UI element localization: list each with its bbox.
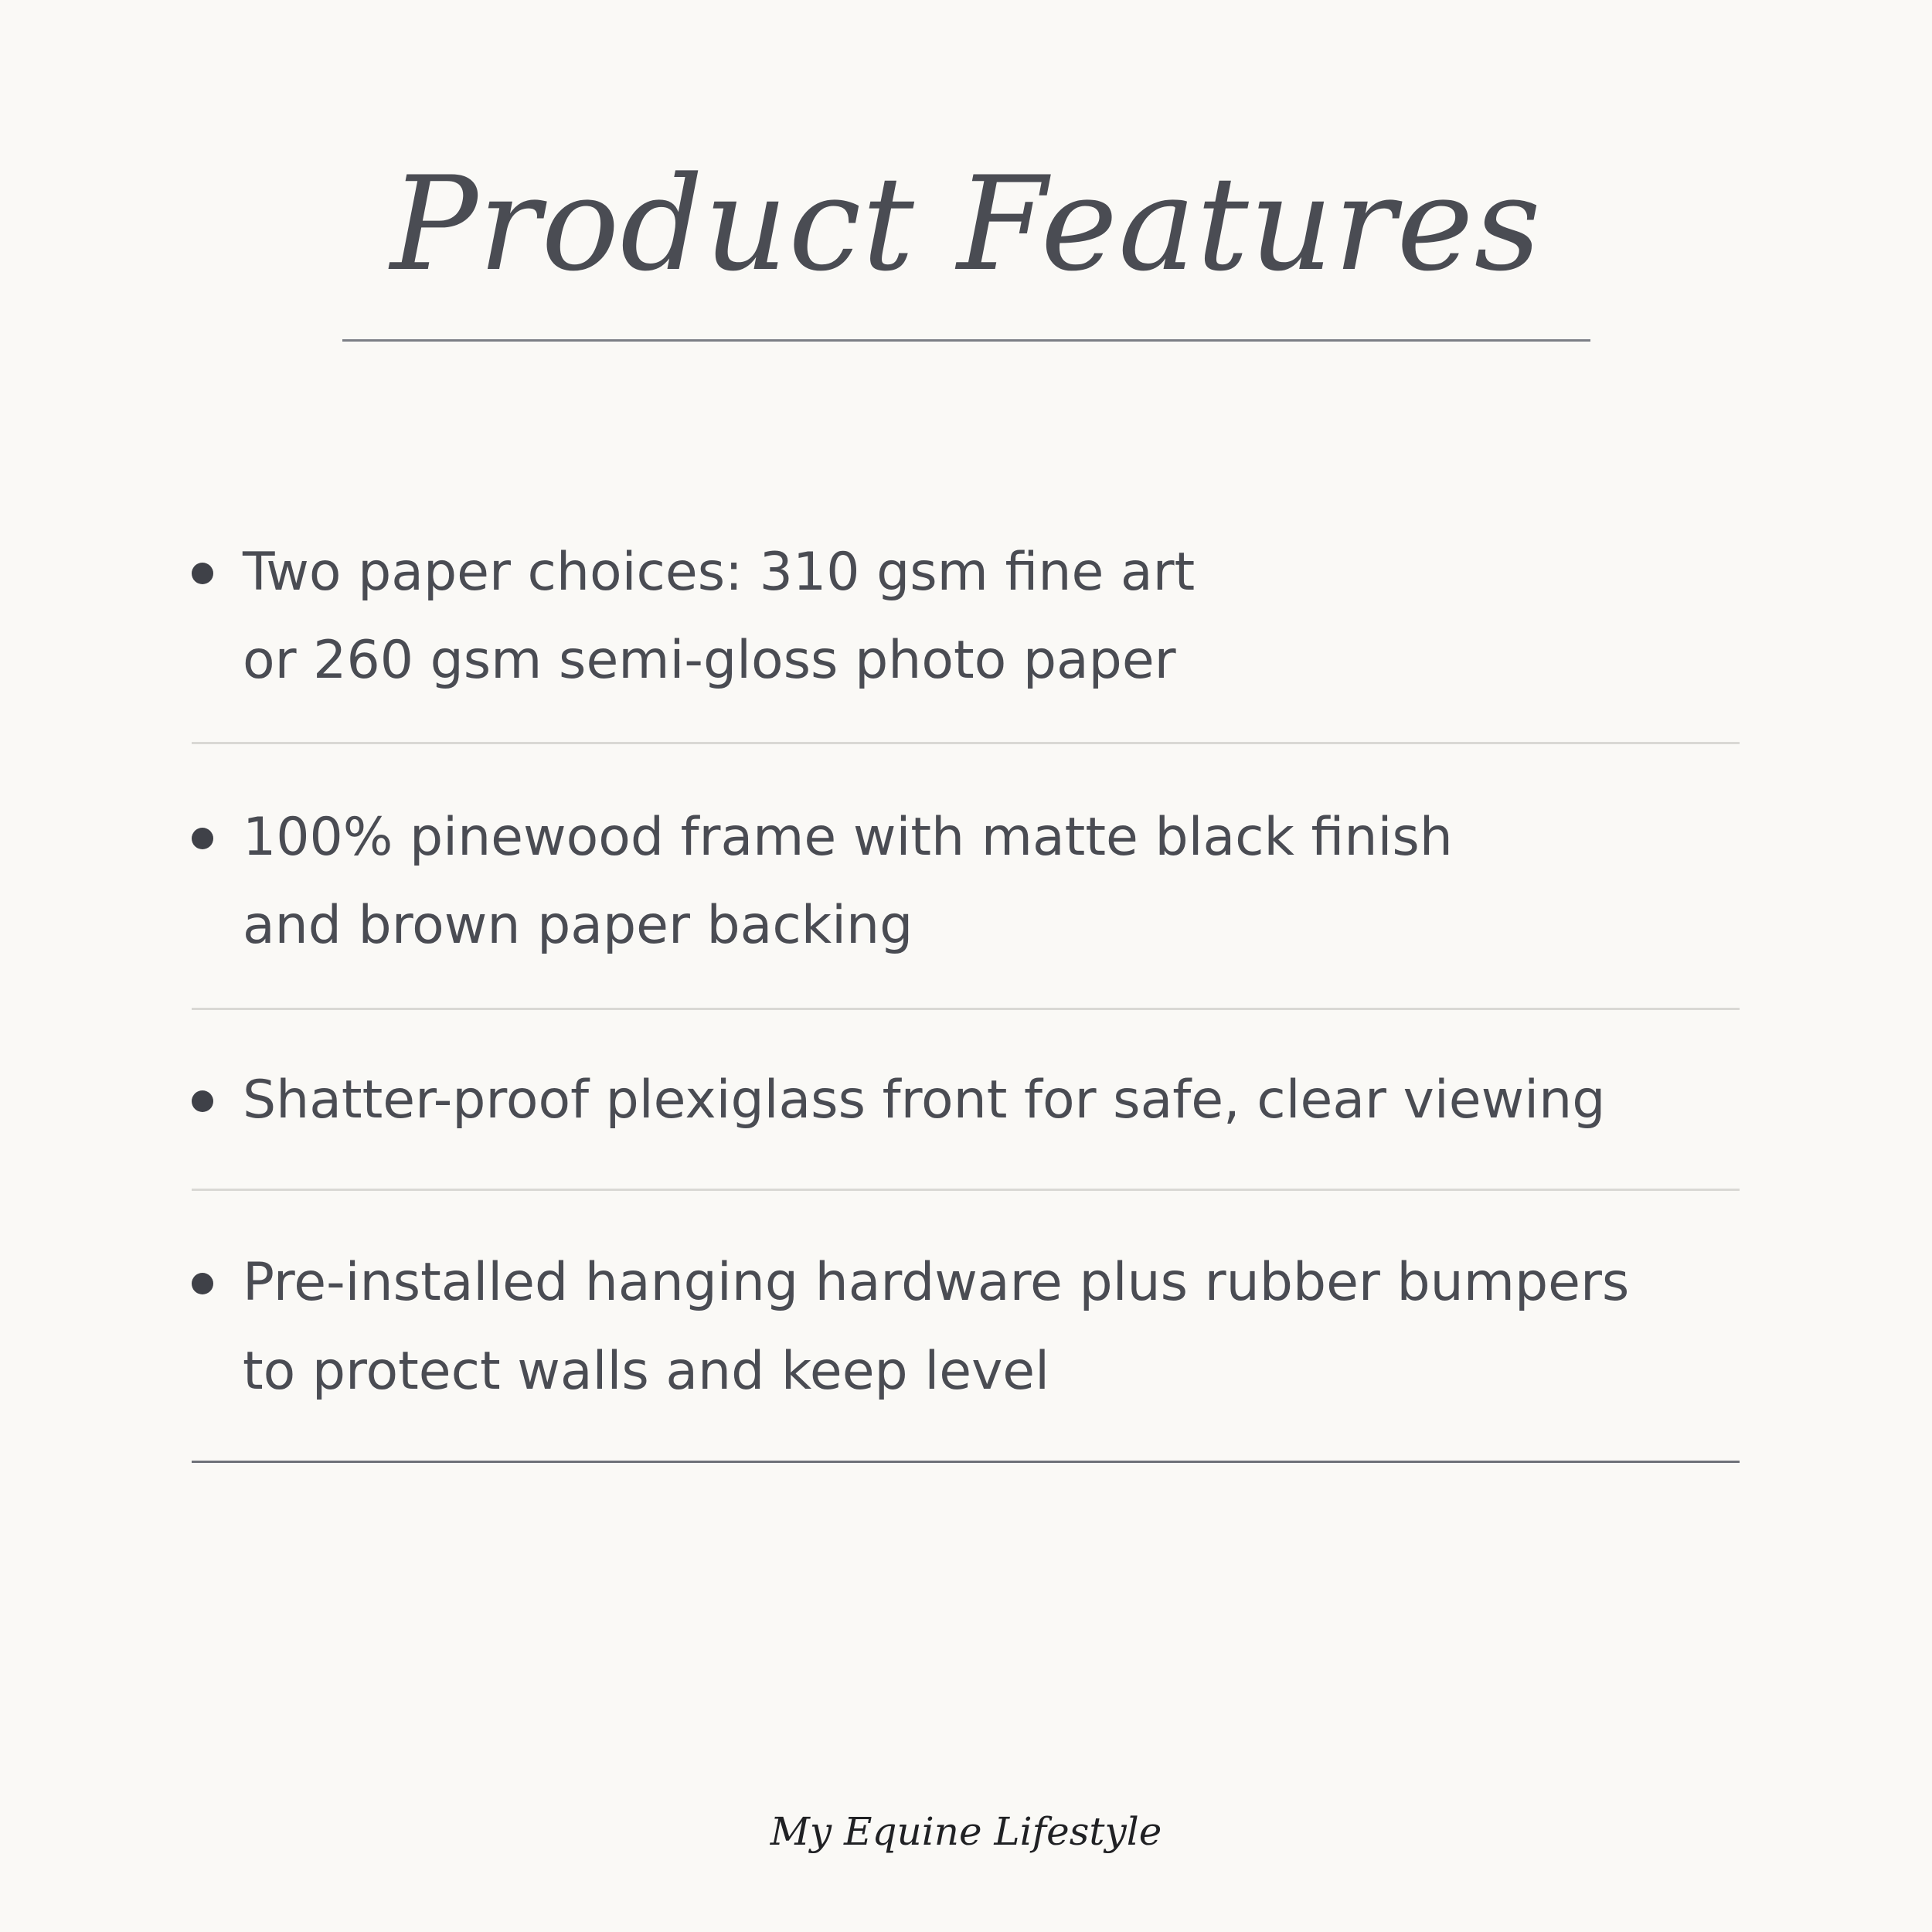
bullet-icon xyxy=(192,1090,213,1112)
feature-text-line: 100% pinewood frame with matte black finish xyxy=(243,807,1453,868)
feature-divider xyxy=(192,1461,1740,1463)
feature-text-line: Two paper choices: 310 gsm fine art xyxy=(243,542,1196,603)
bullet-icon xyxy=(192,563,213,584)
feature-text-line: Shatter-proof plexiglass front for safe, clear viewing xyxy=(243,1070,1606,1131)
bullet-icon xyxy=(192,828,213,849)
feature-divider xyxy=(192,1008,1740,1010)
feature-divider xyxy=(192,742,1740,744)
feature-list xyxy=(192,0,1740,1932)
feature-text-line: to protect walls and keep level xyxy=(243,1341,1050,1402)
feature-text-line: or 260 gsm semi-gloss photo paper xyxy=(243,630,1176,691)
bullet-icon xyxy=(192,1273,213,1294)
feature-divider xyxy=(192,1189,1740,1191)
feature-text-line: and brown paper backing xyxy=(243,895,913,956)
page-title: Product Features xyxy=(390,148,1542,300)
brand-signature: My Equine Lifestyle xyxy=(770,1809,1162,1854)
feature-text-line: Pre-installed hanging hardware plus rubber bumpers xyxy=(243,1252,1630,1313)
